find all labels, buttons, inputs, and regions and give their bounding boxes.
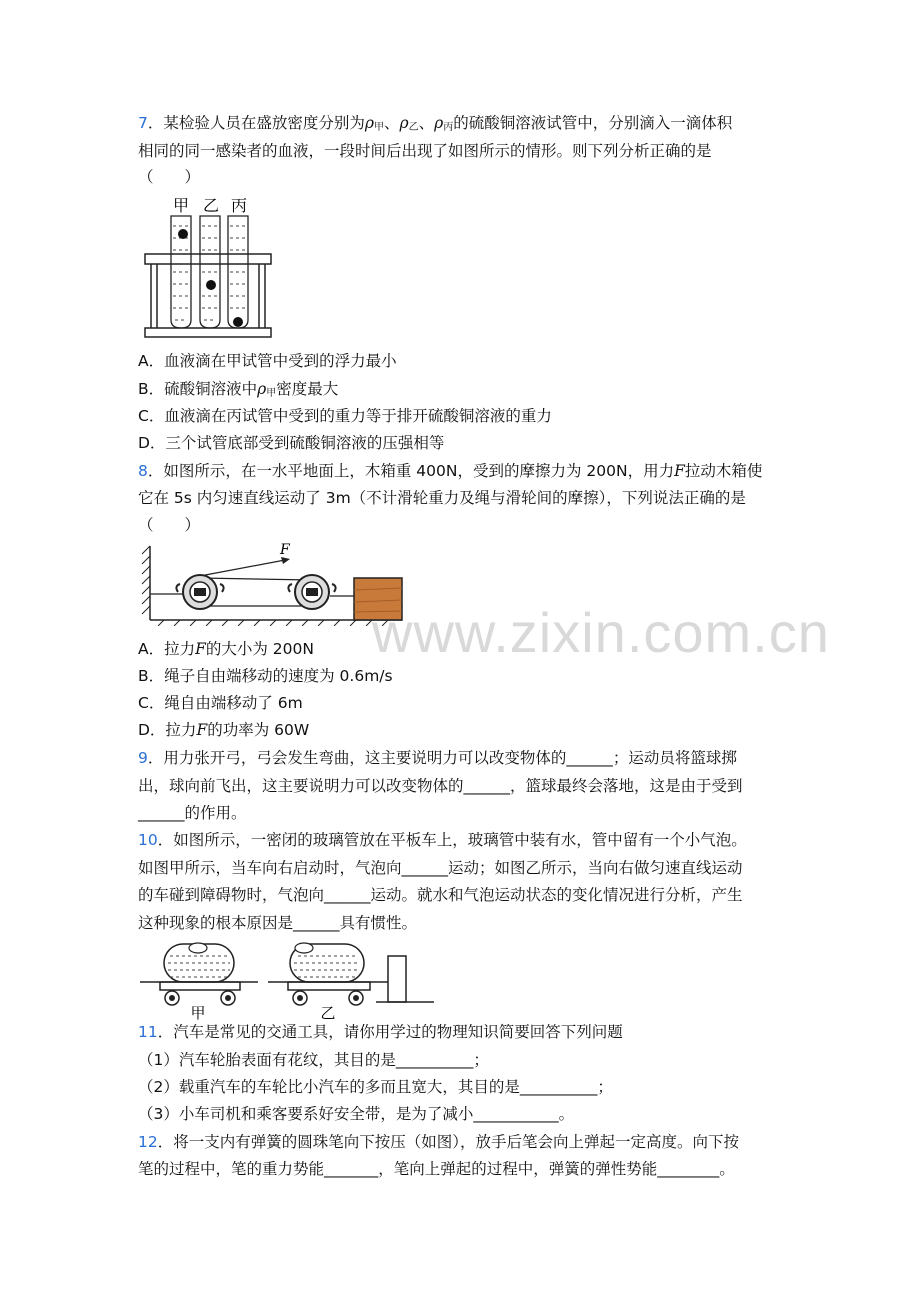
q7-text: ．某检验人员在盛放密度分别为 — [147, 114, 365, 132]
force-symbol: F — [196, 721, 208, 739]
q12-number: 12 — [138, 1133, 158, 1151]
q9-line-2: 出，球向前飞出，这主要说明力可以改变物体的______，篮球最终会落地，这是由于受到 — [138, 777, 743, 795]
q12-line-2: 笔的过程中，笔的重力势能_______，笔向上弹起的过程中，弹簧的弹性势能________。 — [138, 1160, 735, 1178]
force-label: F — [280, 542, 290, 558]
figure-label-yi: 乙 — [320, 1004, 336, 1020]
option-text: 的大小为 200N — [205, 640, 314, 658]
q7-line-1 — [138, 112, 732, 137]
option-text: D．拉力 — [138, 721, 197, 739]
rho-symbol: ρ — [257, 380, 267, 398]
obstacle — [388, 956, 406, 1002]
rho-sub-jia: 甲 — [374, 122, 385, 133]
rho-sub-jia: 甲 — [266, 388, 277, 399]
test-tubes-figure — [138, 192, 278, 340]
q8-number: 8 — [138, 462, 148, 480]
rho-symbol: ρ — [399, 114, 409, 132]
q8-option-d — [138, 719, 309, 741]
figure-label-jia: 甲 — [190, 1004, 206, 1020]
q8-text: 拉动木箱使 — [684, 462, 763, 480]
separator: 、 — [384, 114, 400, 132]
rho-symbol: ρ — [434, 114, 444, 132]
q10-line-4: 这种现象的根本原因是______具有惯性。 — [138, 914, 418, 932]
blood-drop-jia — [178, 229, 188, 239]
q8-option-a — [138, 638, 314, 660]
q7-option-b — [138, 378, 338, 403]
force-symbol: F — [674, 462, 685, 480]
q9-text: ．用力张开弓，弓会发生弯曲，这主要说明力可以改变物体的______；运动员将篮球掷 — [147, 749, 737, 767]
q11-line-1 — [138, 1021, 623, 1043]
q10-line-3: 的车碰到障碍物时，气泡向______运动。就水和气泡运动状态的变化情况进行分析，产生 — [138, 886, 743, 904]
q9-number: 9 — [138, 749, 148, 767]
q7-option-a: A．血液滴在甲试管中受到的浮力最小 — [138, 352, 397, 370]
q11-sub-2: （2）载重汽车的车轮比小汽车的多而且宽大，其目的是__________； — [138, 1078, 613, 1096]
q7-text: 的硫酸铜溶液试管中，分别滴入一滴体积 — [453, 114, 733, 132]
q12-line-1 — [138, 1131, 739, 1153]
cart-tube-figure — [138, 936, 438, 1020]
q11-text: ．汽车是常见的交通工具，请你用学过的物理知识简要回答下列问题 — [157, 1023, 623, 1041]
option-text: B．硫酸铜溶液中 — [138, 380, 258, 398]
q7-option-c: C．血液滴在丙试管中受到的重力等于排开硫酸铜溶液的重力 — [138, 407, 552, 425]
q9-line-3: ______的作用。 — [138, 804, 247, 822]
q10-line-2: 如图甲所示，当车向右启动时，气泡向______运动；如图乙所示，当向右做匀速直线运动 — [138, 859, 743, 877]
option-text: 的功率为 60W — [207, 721, 310, 739]
blood-drop-bing — [233, 317, 243, 327]
blood-drop-yi — [206, 280, 216, 290]
q9-line-1 — [138, 747, 737, 769]
q10-text: ．如图所示，一密闭的玻璃管放在平板车上，玻璃管中装有水，管中留有一个小气泡。 — [157, 831, 747, 849]
q8-option-c: C．绳自由端移动了 6m — [138, 694, 303, 712]
option-text: 密度最大 — [276, 380, 339, 398]
q7-line-2: 相同的同一感染者的血液，一段时间后出现了如图所示的情形。则下列分析正确的是 — [138, 142, 712, 160]
q7-answer-paren: （ ） — [138, 168, 201, 186]
q8-option-b: B．绳子自由端移动的速度为 0.6m/s — [138, 667, 393, 685]
rho-sub-bing: 丙 — [443, 122, 454, 133]
option-text: A．拉力 — [138, 640, 196, 658]
q11-number: 11 — [138, 1023, 158, 1041]
rho-sub-yi: 乙 — [408, 122, 419, 133]
q8-answer-paren: （ ） — [138, 516, 201, 534]
q8-text: ．如图所示，在一水平地面上，木箱重 400N，受到的摩擦力为 200N，用力 — [147, 462, 675, 480]
separator: 、 — [418, 114, 435, 132]
tube-label-yi: 乙 — [202, 196, 220, 215]
tube-label-bing: 丙 — [230, 196, 248, 215]
q7-number: 7 — [138, 114, 148, 132]
q8-line-1 — [138, 460, 762, 482]
tube-label-jia: 甲 — [172, 196, 190, 215]
pulley-figure — [140, 538, 408, 626]
q10-line-1 — [138, 829, 747, 851]
watermark: www.zixin.com.cn — [372, 601, 830, 664]
air-bubble-yi — [295, 943, 313, 953]
q11-sub-3: （3）小车司机和乘客要系好安全带，是为了减小___________。 — [138, 1105, 575, 1123]
q12-text: ．将一支内有弹簧的圆珠笔向下按压（如图），放手后笔会向上弹起一定高度。向下按 — [157, 1133, 739, 1151]
q10-number: 10 — [138, 831, 158, 849]
air-bubble-jia — [189, 943, 207, 953]
force-symbol: F — [195, 640, 206, 658]
q11-sub-1: （1）汽车轮胎表面有花纹，其目的是__________； — [138, 1051, 489, 1069]
q8-line-2: 它在 5s 内匀速直线运动了 3m（不计滑轮重力及绳与滑轮间的摩擦），下列说法正确的是 — [138, 489, 746, 507]
rho-symbol: ρ — [364, 114, 375, 132]
q7-option-d: D．三个试管底部受到硫酸铜溶液的压强相等 — [138, 434, 445, 452]
